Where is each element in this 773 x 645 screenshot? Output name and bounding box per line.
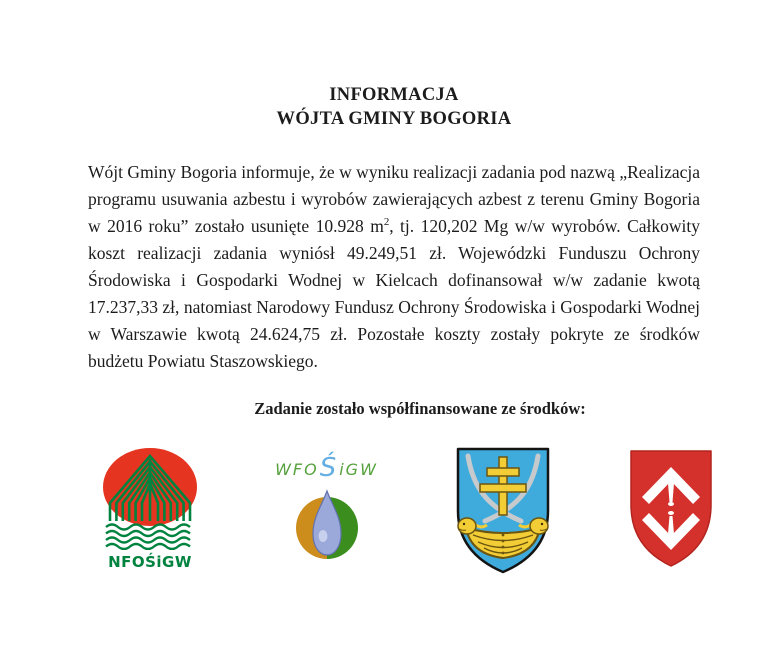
wfosigw-logo [274,449,379,567]
body-text-part2: , tj. 120,202 Mg w/w wyrobów. Całkowity koszt realizacji zadania wyniósł 49.249,51 zł. Wojewódzki Funduszu Ochrony Środowiska i Gospodarki Wodnej w Kielcach dofinansował w/w zadanie kwotą 17.237,33 zł, natomiast Narodowy Fundusz Ochrony Środowiska i Gospodarki Wodnej w Warszawie kwotą 24.624,75 zł. Pozostałe koszty zostały pokryte ze środków budżetu Powiatu Staszowskiego. [88,216,700,371]
wfosigw-caption-suffix: iGW [339,460,378,479]
drop-highlight [318,530,327,542]
title-line-2: WÓJTA GMINY BOGORIA [276,108,512,129]
nfosigw-emblem-icon [100,447,200,550]
wfosigw-caption-prefix: WFO [275,460,319,479]
wfosigw-caption [275,449,378,483]
wfosigw-caption-s: Ś [319,453,339,483]
bogoria-crest-icon [627,447,715,571]
water-waves-icon [106,525,190,550]
nfosigw-logo [100,447,200,571]
body-paragraph [88,159,700,375]
staszow-coat-of-arms [453,445,553,577]
bogoria-coat-of-arms [627,447,715,571]
staszow-crest-icon [453,445,553,577]
cofinancing-heading: Zadanie zostało współfinansowane ze środków: [254,399,586,418]
nfosigw-caption: NFOŚiGW [108,553,192,571]
superscript-2: 2 [383,216,390,229]
title-line-1: INFORMACJA [329,85,459,105]
wfosigw-emblem-icon [282,487,372,567]
logo-row [100,445,715,577]
body-text-part1: Wójt Gminy Bogoria informuje, że w wyniku realizacji zadania pod nazwą „Realizacja programu usuwania azbestu i wyrobów zawierających azbest z terenu Gminy Bogoria w 2016 roku” zostało usunięte 10.928 m [88,162,700,236]
document-title [88,84,700,131]
